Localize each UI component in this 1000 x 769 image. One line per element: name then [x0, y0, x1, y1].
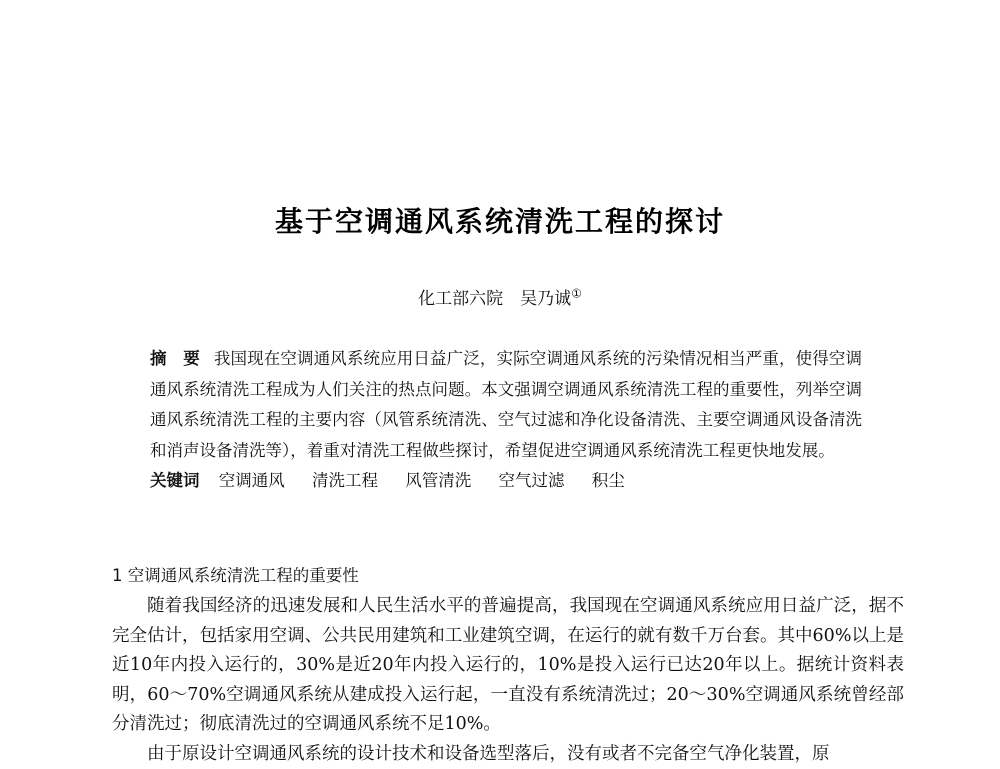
keyword: 风管清洗: [405, 471, 471, 490]
paper-title: 基于空调通风系统清洗工程的探讨: [0, 200, 1000, 240]
author-footnote-mark: ①: [571, 286, 582, 300]
body-paragraph: 随着我国经济的迅速发展和人民生活水平的普遍提高，我国现在空调通风系统应用日益广泛，据不完全估计，包括家用空调、公共民用建筑和工业建筑空调，在运行的就有数千万台套。其中60%以上是近10年内投入运行的，30%是近20年内投入运行的，10%是投入运行已达20年以上。据统计资料表明，60～70%空调通风系统从建成投入运行起，一直没有系统清洗过；20～30%空调通风系统曾经部分清洗过；彻底清洗过的空调通风系统不足10%。: [112, 592, 904, 740]
keywords-line: [150, 466, 862, 497]
abstract-label: 摘 要: [150, 349, 200, 368]
section-heading: 1 空调通风系统清洗工程的重要性: [112, 562, 359, 586]
keyword: 积尘: [592, 471, 625, 490]
body-paragraph: 由于原设计空调通风系统的设计技术和设备选型落后，没有或者不完备空气净化装置，原: [112, 740, 904, 769]
abstract-paragraph: [150, 344, 862, 466]
author-line: [0, 284, 1000, 309]
keyword: 清洗工程: [312, 471, 378, 490]
keyword: 空气过滤: [499, 471, 565, 490]
abstract-text: 我国现在空调通风系统应用日益广泛，实际空调通风系统的污染情况相当严重，使得空调通风系统清洗工程成为人们关注的热点问题。本文强调空调通风系统清洗工程的重要性，列举空调通风系统清洗工程的主要内容（风管系统清洗、空气过滤和净化设备清洗、主要空调通风设备清洗和消声设备清洗等），着重对清洗工程做些探讨，希望促进空调通风系统清洗工程更快地发展。: [150, 349, 862, 460]
abstract: [150, 344, 862, 497]
keyword: 空调通风: [219, 471, 285, 490]
author-name: 化工部六院 吴乃诚: [418, 289, 571, 309]
keywords-label: 关键词: [150, 471, 200, 490]
body-text: [112, 592, 904, 769]
